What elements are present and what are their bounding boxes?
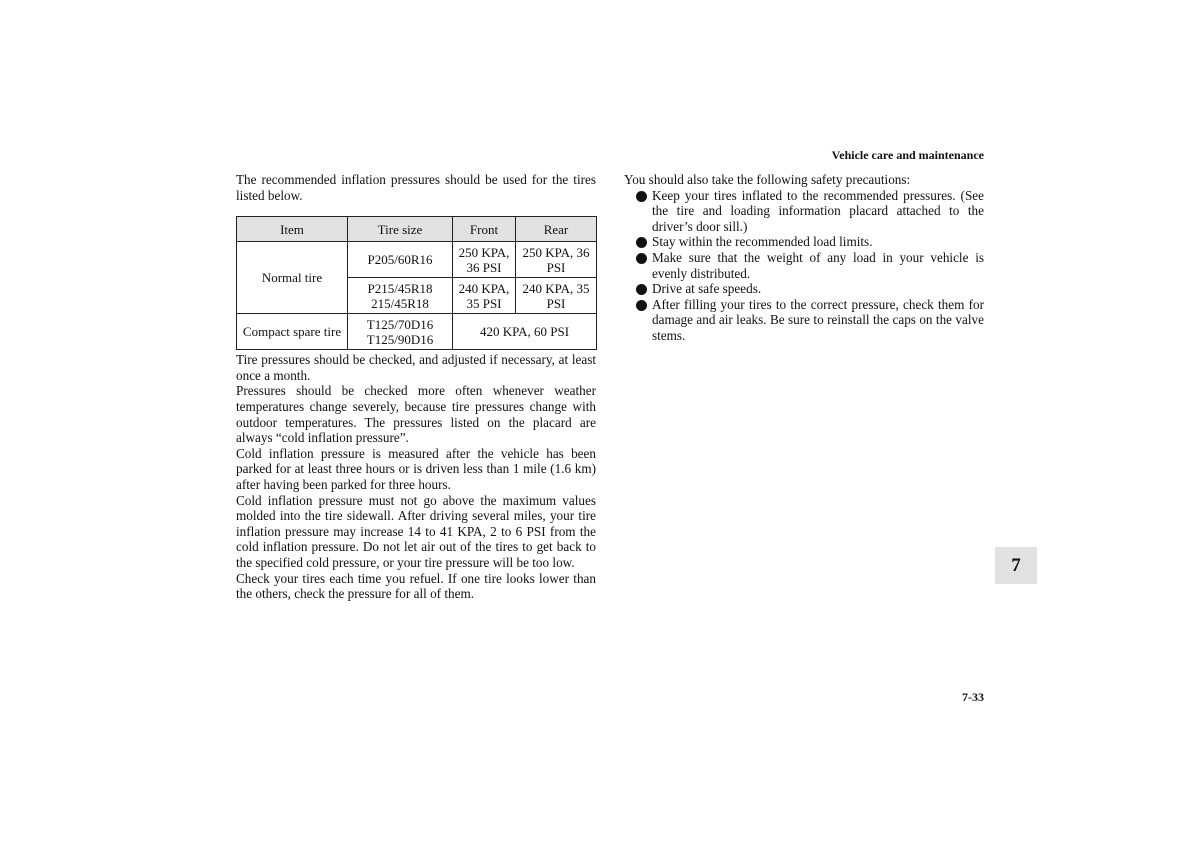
bullet-icon <box>636 253 647 264</box>
table-row <box>237 314 597 350</box>
tire-size-b: T125/90D16 <box>366 331 434 347</box>
list-item <box>624 188 984 235</box>
table-row <box>237 242 597 278</box>
spare-pressure-cell: 420 KPA, 60 PSI <box>453 314 597 350</box>
list-item-text: Drive at safe speeds. <box>652 281 762 297</box>
tire-pressure-table <box>236 216 597 350</box>
spare-tire-cell: Compact spare tire <box>237 314 348 350</box>
front-pressure-cell: 240 KPA, 35 PSI <box>453 278 516 314</box>
table-intro: The recommended inflation pressures should be used for the tires listed below. <box>236 172 596 203</box>
bullet-icon <box>636 284 647 295</box>
header-front: Front <box>453 217 516 242</box>
tire-size-cell: P205/60R16 <box>348 242 453 278</box>
section-header: Vehicle care and maintenance <box>831 148 984 162</box>
tire-size-a: P215/45R18 <box>367 280 433 296</box>
list-item-text: Keep your tires inflated to the recommended pressures. (See the tire and loading information placard attached to the driver’s door sill.) <box>652 187 984 234</box>
chapter-tab: 7 <box>995 547 1037 584</box>
paragraph: Pressures should be checked more often whenever weather temperatures change severely, because tire pressures change with outdoor temperatures. The pressures listed on the placard are always “cold inflation pressure”. <box>236 383 596 446</box>
tire-size-b: 215/45R18 <box>371 295 429 311</box>
front-pressure-cell: 250 KPA, 36 PSI <box>453 242 516 278</box>
list-item-text: Stay within the recommended load limits. <box>652 234 873 250</box>
right-column <box>624 172 984 344</box>
rear-pressure-cell: 250 KPA, 36 PSI <box>516 242 597 278</box>
rear-pressure-cell: 240 KPA, 35 PSI <box>516 278 597 314</box>
paragraph: Check your tires each time you refuel. If one tire looks lower than the others, check the pressure for all of them. <box>236 570 596 602</box>
list-item <box>624 250 984 281</box>
table-header-row <box>237 217 597 242</box>
tire-size-cell <box>348 278 453 314</box>
list-item-text: Make sure that the weight of any load in your vehicle is evenly distributed. <box>652 249 984 281</box>
header-rear: Rear <box>516 217 597 242</box>
list-item <box>624 297 984 344</box>
list-item-text: After filling your tires to the correct pressure, check them for damage and air leaks. Be sure to reinstall the caps on the valve stems. <box>652 296 984 343</box>
precautions-list <box>624 188 984 344</box>
paragraph: Cold inflation pressure must not go above the maximum values molded into the tire sidewall. After driving several miles, your tire inflation pressure may increase 14 to 41 KPA, 2 to 6 PSI from the cold inflation pressure. Do not let air out of the tires to get back to the specified cold pressure, or your tire pressure will be too low. <box>236 492 596 570</box>
header-tire-size: Tire size <box>348 217 453 242</box>
paragraph: Tire pressures should be checked, and adjusted if necessary, at least once a month. <box>236 352 596 383</box>
bullet-icon <box>636 300 647 311</box>
tire-size-a: T125/70D16 <box>366 316 434 332</box>
list-item <box>624 281 984 297</box>
bullet-icon <box>636 191 647 202</box>
page-number: 7-33 <box>962 690 984 704</box>
tire-size-cell <box>348 314 453 350</box>
left-column <box>236 172 596 602</box>
normal-tire-cell: Normal tire <box>237 242 348 314</box>
header-item: Item <box>237 217 348 242</box>
precautions-intro: You should also take the following safety precautions: <box>624 172 911 187</box>
list-item <box>624 234 984 250</box>
bullet-icon <box>636 237 647 248</box>
paragraph: Cold inflation pressure is measured after the vehicle has been parked for at least three hours or is driven less than 1 mile (1.6 km) after having been parked for three hours. <box>236 445 596 492</box>
